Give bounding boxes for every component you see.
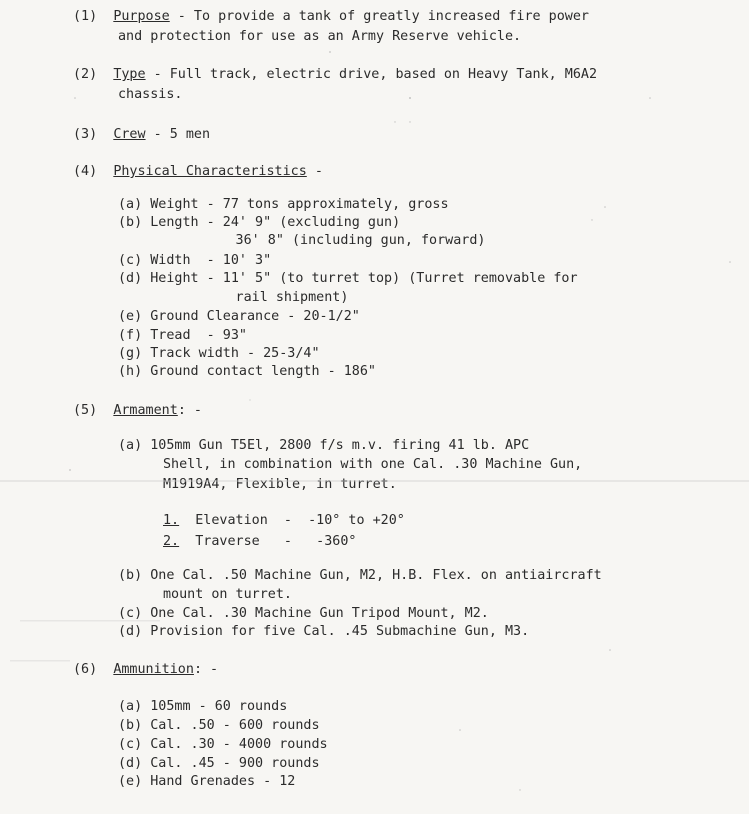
list-item: (e) Hand Grenades - 12 <box>118 774 296 789</box>
section-2 <box>73 66 597 84</box>
list-item-continuation: 36' 8" (including gun, forward) <box>163 233 486 248</box>
section-number: (4) <box>73 164 98 179</box>
section-number: (1) <box>73 9 98 24</box>
list-item: (g) Track width - 25-3/4" <box>118 346 320 361</box>
list-item-continuation: M1919A4, Flexible, in turret. <box>163 477 397 492</box>
list-item-continuation: rail shipment) <box>163 290 349 305</box>
list-item: (d) Cal. .45 - 900 rounds <box>118 756 320 771</box>
section-3 <box>73 126 210 144</box>
sub-item: 2. Traverse - -360° <box>163 534 357 549</box>
list-item: (c) One Cal. .30 Machine Gun Tripod Mount, M2. <box>118 606 489 621</box>
section-heading: Type <box>113 67 146 82</box>
list-item: (a) 105mm - 60 rounds <box>118 699 288 714</box>
section-text: - To provide a tank of greatly increased fire power <box>169 9 589 24</box>
section-text: : - <box>177 403 202 418</box>
section-heading: Purpose <box>113 9 170 24</box>
section-heading: Crew <box>113 127 146 142</box>
list-item: (c) Width - 10' 3" <box>118 253 272 268</box>
section-heading: Armament <box>113 403 178 418</box>
list-item: (a) 105mm Gun T5El, 2800 f/s m.v. firing 41 lb. APC <box>118 438 530 453</box>
section-text: - Full track, electric drive, based on Heavy Tank, M6A2 <box>145 67 598 82</box>
list-item: (d) Height - 11' 5" (to turret top) (Turret removable for <box>118 271 578 286</box>
sub-item: 1. Elevation - -10° to +20° <box>163 513 405 528</box>
section-1-line-2: and protection for use as an Army Reserve vehicle. <box>118 29 522 44</box>
section-5 <box>73 402 202 420</box>
list-item: (c) Cal. .30 - 4000 rounds <box>118 737 328 752</box>
list-item-continuation: mount on turret. <box>163 587 292 602</box>
list-item: (f) Tread - 93" <box>118 328 247 343</box>
list-item: (a) Weight - 77 tons approximately, gross <box>118 197 449 212</box>
section-number: (3) <box>73 127 98 142</box>
list-item-continuation: Shell, in combination with one Cal. .30 Machine Gun, <box>163 457 583 472</box>
section-number: (5) <box>73 403 98 418</box>
list-item: (b) One Cal. .50 Machine Gun, M2, H.B. Flex. on antiaircraft <box>118 568 602 583</box>
section-heading: Physical Characteristics <box>113 164 307 179</box>
section-number: (2) <box>73 67 98 82</box>
section-6 <box>73 661 218 679</box>
list-item: (e) Ground Clearance - 20-1/2" <box>118 309 360 324</box>
list-item: (b) Length - 24' 9" (excluding gun) <box>118 215 401 230</box>
section-4 <box>73 163 323 181</box>
section-text: - 5 men <box>145 127 211 142</box>
list-item: (d) Provision for five Cal. .45 Submachine Gun, M3. <box>118 624 530 639</box>
section-heading: Ammunition <box>113 662 194 677</box>
list-item: (b) Cal. .50 - 600 rounds <box>118 718 320 733</box>
section-text: : - <box>193 662 219 677</box>
section-1 <box>73 8 589 26</box>
section-text: - <box>306 164 323 179</box>
section-number: (6) <box>73 662 98 677</box>
section-2-line-2: chassis. <box>118 87 183 102</box>
list-item: (h) Ground contact length - 186" <box>118 364 376 379</box>
